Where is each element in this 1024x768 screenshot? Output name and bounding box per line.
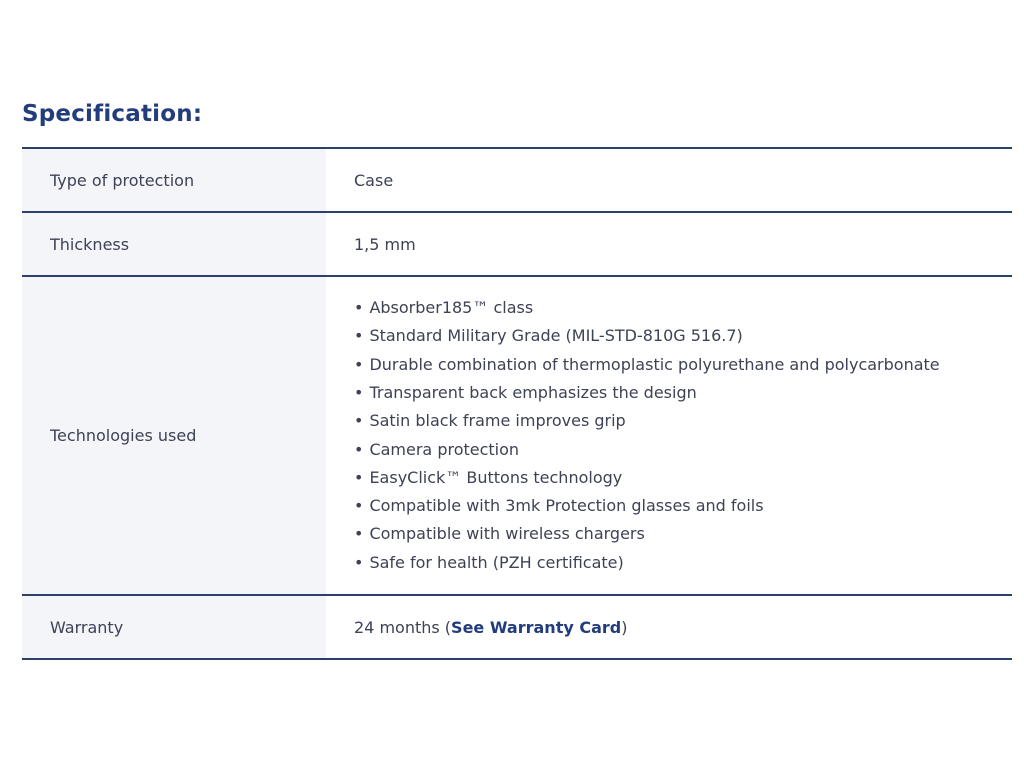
spec-label: Type of protection [22,148,326,212]
page-title: Specification: [22,101,203,127]
list-item: • Compatible with wireless chargers [354,520,1012,548]
spec-label: Thickness [22,212,326,276]
technologies-list [354,294,1012,577]
spec-value [326,595,1012,659]
list-item: • Camera protection [354,436,1012,464]
warranty-duration: 24 months ( [354,617,452,637]
warranty-suffix: ) [621,617,628,637]
spec-row-technologies [22,276,1012,595]
warranty-card-link[interactable]: See Warranty Card [451,617,622,637]
spec-value: 1,5 mm [354,234,416,254]
spec-row-thickness [22,212,1012,276]
list-item: • Safe for health (PZH certificate) [354,549,1012,577]
list-item: • Transparent back emphasizes the design [354,379,1012,407]
list-item: • Durable combination of thermoplastic polyurethane and polycarbonate [354,351,1012,379]
list-item: • EasyClick™ Buttons technology [354,464,1012,492]
spec-label: Technologies used [22,276,326,595]
spec-label: Warranty [22,595,326,659]
list-item: • Standard Military Grade (MIL-STD-810G 516.7) [354,322,1012,350]
specification-table [22,147,1012,660]
spec-row-protection [22,148,1012,212]
spec-row-warranty [22,595,1012,659]
list-item: • Satin black frame improves grip [354,407,1012,435]
spec-value [326,276,1012,595]
list-item: • Absorber185™ class [354,294,1012,322]
spec-value: Case [354,170,394,190]
list-item: • Compatible with 3mk Protection glasses and foils [354,492,1012,520]
